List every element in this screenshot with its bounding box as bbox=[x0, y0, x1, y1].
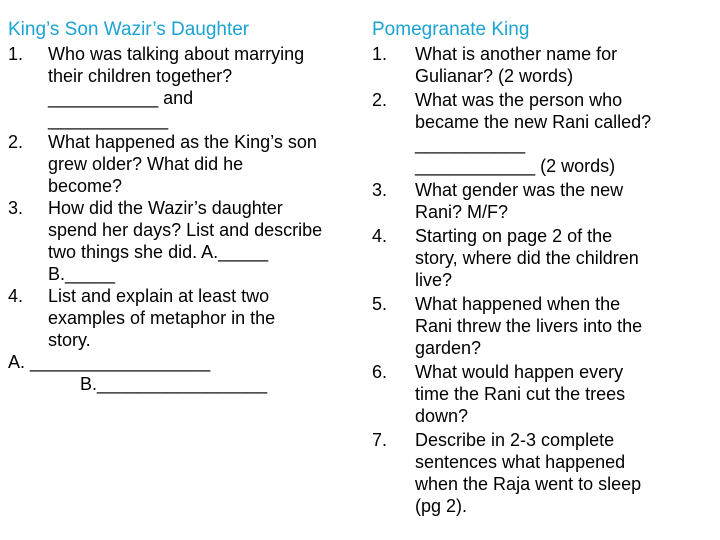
question-line: What gender was the new bbox=[415, 180, 624, 200]
question-number: 3. bbox=[8, 198, 24, 218]
question-line: Describe in 2-3 complete bbox=[415, 430, 615, 450]
question-line: Gulianar? (2 words) bbox=[415, 66, 574, 86]
question-item bbox=[372, 293, 712, 359]
question-number: 4. bbox=[372, 226, 388, 246]
question-line: What would happen every bbox=[415, 362, 624, 382]
question-text bbox=[48, 131, 353, 197]
question-text bbox=[415, 225, 712, 291]
question-number: 6. bbox=[372, 362, 388, 382]
right-section-title: Pomegranate King bbox=[372, 19, 530, 40]
question-line: Who was talking about marrying bbox=[48, 44, 305, 64]
left-column bbox=[8, 18, 353, 395]
left-section-title: King’s Son Wazir’s Daughter bbox=[8, 19, 250, 40]
question-line: became the new Rani called? bbox=[415, 112, 652, 132]
question-number: 1. bbox=[372, 44, 388, 64]
question-text bbox=[415, 361, 712, 427]
question-line: their children together? bbox=[48, 66, 233, 86]
question-text bbox=[415, 43, 712, 87]
question-item bbox=[372, 43, 712, 87]
question-line: Rani? M/F? bbox=[415, 202, 509, 222]
question-line: examples of metaphor in the bbox=[48, 308, 276, 328]
question-line: ___________ bbox=[415, 134, 526, 154]
question-item bbox=[8, 131, 353, 197]
question-line: B._____ bbox=[48, 264, 116, 284]
question-item bbox=[8, 43, 353, 131]
question-line: (pg 2). bbox=[415, 496, 468, 516]
question-number: 2. bbox=[372, 90, 388, 110]
question-line: when the Raja went to sleep bbox=[415, 474, 642, 494]
question-line: sentences what happened bbox=[415, 452, 626, 472]
question-line: garden? bbox=[415, 338, 482, 358]
question-line: List and explain at least two bbox=[48, 286, 270, 306]
question-line: become? bbox=[48, 176, 123, 196]
question-line: ____________ (2 words) bbox=[415, 156, 616, 176]
answer-a-line: A. __________________ bbox=[8, 352, 211, 372]
question-number: 4. bbox=[8, 286, 24, 306]
question-line: What was the person who bbox=[415, 90, 623, 110]
question-item bbox=[8, 197, 353, 285]
question-text bbox=[415, 179, 712, 223]
question-line: story. bbox=[48, 330, 91, 350]
question-line: live? bbox=[415, 270, 453, 290]
question-text bbox=[415, 293, 712, 359]
question-line: What happened as the King’s son bbox=[48, 132, 317, 152]
question-line: Starting on page 2 of the bbox=[415, 226, 613, 246]
question-line: ____________ bbox=[48, 110, 169, 130]
question-text bbox=[415, 89, 712, 177]
question-text bbox=[48, 197, 353, 285]
question-item bbox=[8, 285, 353, 351]
question-line: Rani threw the livers into the bbox=[415, 316, 643, 336]
question-item bbox=[372, 361, 712, 427]
question-line: down? bbox=[415, 406, 469, 426]
question-item bbox=[372, 429, 712, 517]
question-text bbox=[48, 285, 353, 351]
question-number: 3. bbox=[372, 180, 388, 200]
question-line: two things she did. A._____ bbox=[48, 242, 269, 262]
question-line: grew older? What did he bbox=[48, 154, 244, 174]
question-item bbox=[372, 179, 712, 223]
question-line: ___________ and bbox=[48, 88, 194, 108]
question-line: How did the Wazir’s daughter bbox=[48, 198, 283, 218]
question-number: 5. bbox=[372, 294, 388, 314]
question-line: time the Rani cut the trees bbox=[415, 384, 626, 404]
question-text bbox=[415, 429, 712, 517]
right-question-list bbox=[372, 43, 712, 517]
question-text bbox=[48, 43, 353, 131]
question-line: What happened when the bbox=[415, 294, 621, 314]
question-number: 7. bbox=[372, 430, 388, 450]
question-number: 2. bbox=[8, 132, 24, 152]
question-line: spend her days? List and describe bbox=[48, 220, 323, 240]
question-number: 1. bbox=[8, 44, 24, 64]
left-question-list bbox=[8, 43, 353, 351]
question-line: story, where did the children bbox=[415, 248, 639, 268]
answer-b-line: B._________________ bbox=[80, 374, 268, 394]
question-line: What is another name for bbox=[415, 44, 618, 64]
question-item bbox=[372, 225, 712, 291]
question-item bbox=[372, 89, 712, 177]
right-column bbox=[372, 18, 712, 519]
